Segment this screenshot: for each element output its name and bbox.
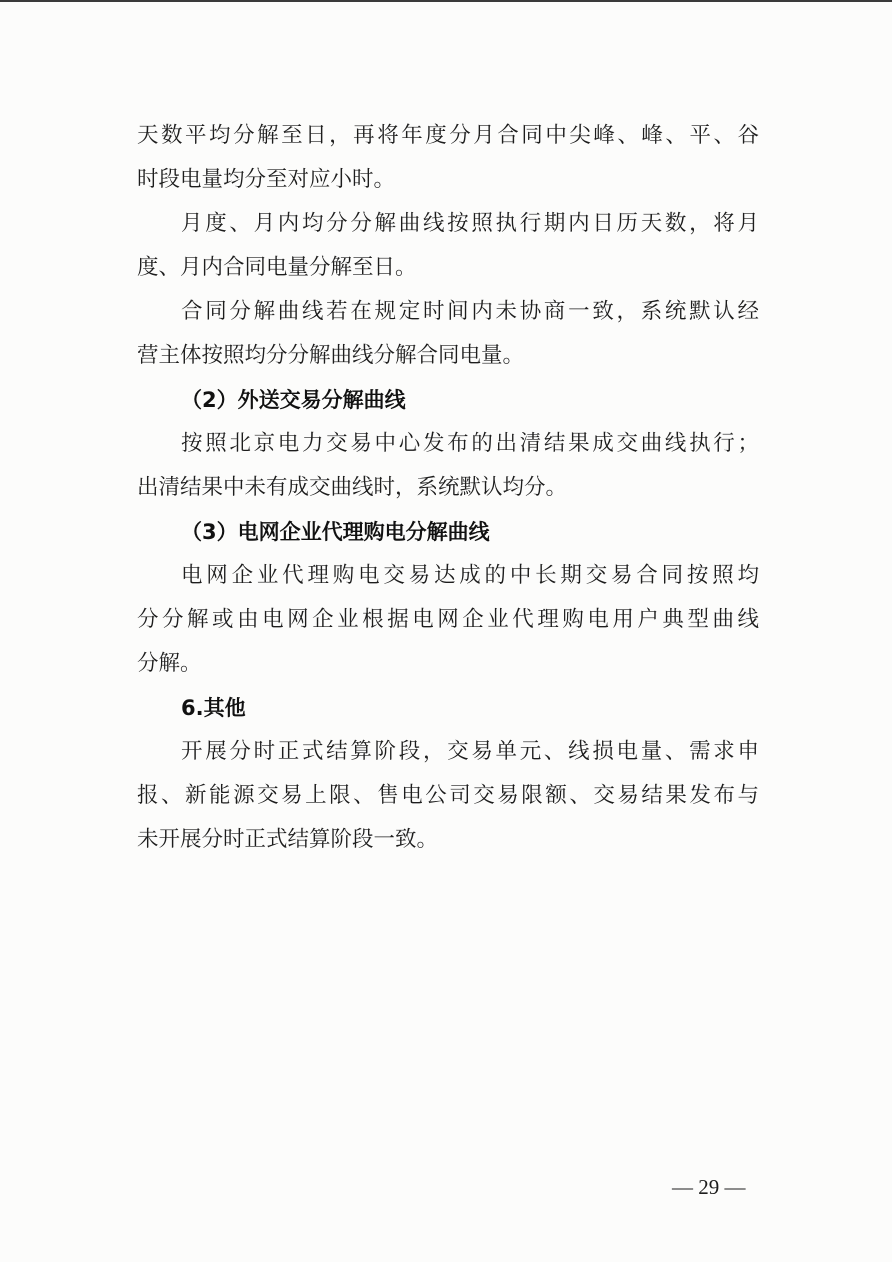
page-number: — 29 — xyxy=(672,1175,746,1199)
page-top-edge xyxy=(0,0,892,2)
body-line: 开展分时正式结算阶段，交易单元、线损电量、需求申 xyxy=(181,739,759,764)
body-line: 未开展分时正式结算阶段一致。 xyxy=(137,827,439,852)
body-line: 月度、月内均分分解曲线按照执行期内日历天数，将月 xyxy=(181,211,759,236)
body-line: 天数平均分解至日，再将年度分月合同中尖峰、峰、平、谷 xyxy=(137,123,759,148)
body-line: 出清结果中未有成交曲线时，系统默认均分。 xyxy=(137,475,568,500)
body-line: 度、月内合同电量分解至日。 xyxy=(137,255,417,280)
body-line: 分解。 xyxy=(137,651,202,676)
document-body xyxy=(137,114,759,862)
body-line: 按照北京电力交易中心发布的出清结果成交曲线执行； xyxy=(181,431,759,456)
body-line: 报、新能源交易上限、售电公司交易限额、交易结果发布与 xyxy=(137,783,759,808)
section-heading-grid-agent-curve: （3）电网企业代理购电分解曲线 xyxy=(181,520,490,544)
body-line: 合同分解曲线若在规定时间内未协商一致，系统默认经 xyxy=(181,299,759,324)
body-line: 时段电量均分至对应小时。 xyxy=(137,167,396,192)
section-heading-other: 6.其他 xyxy=(181,696,246,720)
body-line: 营主体按照均分分解曲线分解合同电量。 xyxy=(137,343,525,368)
body-line: 电网企业代理购电交易达成的中长期交易合同按照均 xyxy=(181,563,759,588)
body-line: 分分解或由电网企业根据电网企业代理购电用户典型曲线 xyxy=(137,607,759,632)
section-heading-export-curve: （2）外送交易分解曲线 xyxy=(181,388,406,412)
